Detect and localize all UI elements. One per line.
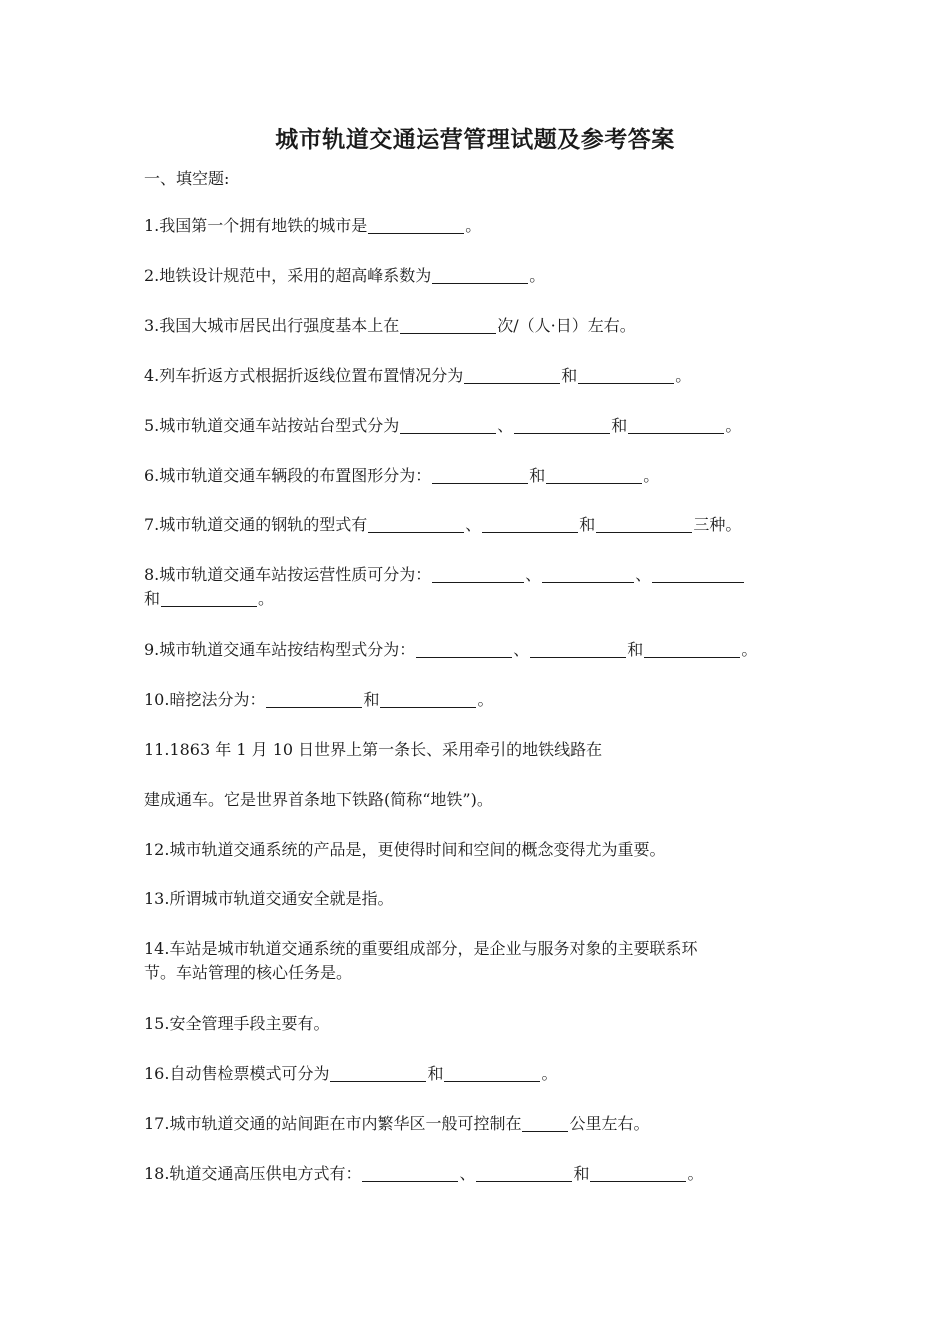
- question-text: 。: [687, 1164, 704, 1183]
- answer-blank[interactable]: [416, 641, 512, 658]
- answer-blank[interactable]: [578, 367, 674, 384]
- answer-blank[interactable]: [432, 566, 524, 583]
- question-11: [144, 738, 814, 762]
- question-6: [144, 464, 814, 488]
- question-9: [144, 638, 814, 662]
- question-10: [144, 688, 814, 712]
- answer-blank[interactable]: [476, 1165, 572, 1182]
- section-heading: 一、填空题:: [144, 169, 230, 188]
- question-text: 。: [477, 690, 494, 709]
- question-text: 和: [363, 690, 380, 709]
- answer-blank[interactable]: [444, 1065, 540, 1082]
- question-text: 节。车站管理的核心任务是。: [144, 963, 353, 982]
- question-text: 6.城市轨道交通车辆段的布置图形分为：: [144, 466, 432, 485]
- question-12: [144, 838, 814, 862]
- question-text: 三种。: [693, 515, 742, 534]
- question-text: 10.暗挖法分为：: [144, 690, 266, 709]
- question-4: [144, 364, 814, 388]
- question-text: 和: [529, 466, 546, 485]
- question-text: 8.城市轨道交通车站按运营性质可分为：: [144, 565, 432, 584]
- question-text: 。: [529, 266, 546, 285]
- answer-blank[interactable]: [400, 317, 496, 334]
- question-text: 12.城市轨道交通系统的产品是，更使得时间和空间的概念变得尤为重要。: [144, 840, 666, 859]
- question-text: 13.所谓城市轨道交通安全就是指。: [144, 889, 394, 908]
- question-5: [144, 414, 814, 438]
- answer-blank[interactable]: [362, 1165, 458, 1182]
- answer-blank[interactable]: [482, 516, 578, 533]
- question-text: 16.自动售检票模式可分为: [144, 1064, 330, 1083]
- question-text: 和: [427, 1064, 444, 1083]
- question-text: 4.列车折返方式根据折返线位置布置情况分为: [144, 366, 464, 385]
- question-text: 和: [627, 640, 644, 659]
- question-text: 15.安全管理手段主要有。: [144, 1014, 330, 1033]
- question-text: 和: [579, 515, 596, 534]
- answer-blank[interactable]: [400, 417, 496, 434]
- question-16: [144, 1062, 814, 1086]
- question-7: [144, 513, 814, 537]
- answer-blank[interactable]: [596, 516, 692, 533]
- question-text: 。: [675, 366, 692, 385]
- question-15: [144, 1012, 814, 1036]
- answer-blank[interactable]: [628, 417, 724, 434]
- question-1: [144, 214, 814, 238]
- question-text: 。: [465, 216, 482, 235]
- question-text: 17.城市轨道交通的站间距在市内繁华区一般可控制在: [144, 1114, 522, 1133]
- question-18: [144, 1162, 814, 1186]
- answer-blank[interactable]: [161, 590, 257, 607]
- question-text: 。: [725, 416, 742, 435]
- answer-blank[interactable]: [652, 566, 744, 583]
- answer-blank[interactable]: [590, 1165, 686, 1182]
- question-text: 3.我国大城市居民出行强度基本上在: [144, 316, 400, 335]
- question-text: 、: [465, 515, 482, 534]
- question-text: 11.1863 年 1 月 10 日世界上第一条长、采用牵引的地铁线路在: [144, 740, 603, 759]
- question-text: 1.我国第一个拥有地铁的城市是: [144, 216, 368, 235]
- question-text: 。: [741, 640, 758, 659]
- question-text: 。: [258, 589, 275, 608]
- question-text: 9.城市轨道交通车站按结构型式分为：: [144, 640, 416, 659]
- question-text: 、: [525, 565, 542, 584]
- answer-blank[interactable]: [542, 566, 634, 583]
- answer-blank[interactable]: [644, 641, 740, 658]
- question-text: 建成通车。它是世界首条地下铁路(简称“地铁”)。: [144, 790, 493, 809]
- question-8: [144, 563, 814, 611]
- answer-blank[interactable]: [514, 417, 610, 434]
- question-text: 、: [497, 416, 514, 435]
- answer-blank[interactable]: [530, 641, 626, 658]
- question-13: [144, 887, 814, 911]
- question-text: 、: [635, 565, 652, 584]
- answer-blank[interactable]: [522, 1115, 568, 1132]
- answer-blank[interactable]: [330, 1065, 426, 1082]
- answer-blank[interactable]: [380, 691, 476, 708]
- question-text: 公里左右。: [569, 1114, 650, 1133]
- question-text: 7.城市轨道交通的钢轨的型式有: [144, 515, 368, 534]
- question-text: 和: [144, 589, 161, 608]
- question-17: [144, 1112, 814, 1136]
- question-text: 和: [561, 366, 578, 385]
- question-text: 、: [513, 640, 530, 659]
- question-text: 和: [611, 416, 628, 435]
- document-title: 城市轨道交通运营管理试题及参考答案: [275, 126, 675, 153]
- question-text: 14.车站是城市轨道交通系统的重要组成部分，是企业与服务对象的主要联系环: [144, 939, 698, 958]
- answer-blank[interactable]: [546, 467, 642, 484]
- answer-blank[interactable]: [266, 691, 362, 708]
- question-text: 次/（人·日）左右。: [497, 316, 636, 335]
- question-text: 、: [459, 1164, 476, 1183]
- answer-blank[interactable]: [432, 467, 528, 484]
- answer-blank[interactable]: [368, 516, 464, 533]
- answer-blank[interactable]: [368, 217, 464, 234]
- question-text: 5.城市轨道交通车站按站台型式分为: [144, 416, 400, 435]
- answer-blank[interactable]: [464, 367, 560, 384]
- question-14: [144, 937, 814, 985]
- question-text: 18.轨道交通高压供电方式有：: [144, 1164, 362, 1183]
- question-2: [144, 264, 814, 288]
- question-3: [144, 314, 814, 338]
- answer-blank[interactable]: [432, 267, 528, 284]
- question-11-continuation: [144, 788, 814, 812]
- question-text: 2.地铁设计规范中，采用的超高峰系数为: [144, 266, 432, 285]
- question-text: 和: [573, 1164, 590, 1183]
- question-text: 。: [541, 1064, 558, 1083]
- question-text: 。: [643, 466, 660, 485]
